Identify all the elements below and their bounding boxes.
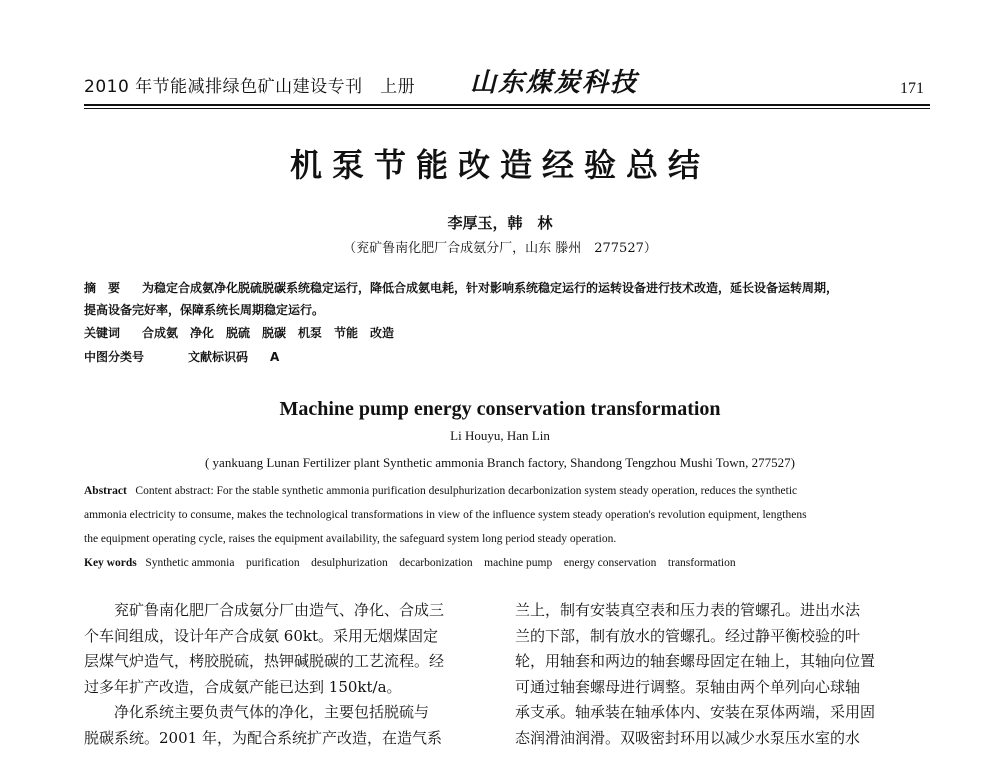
keywords-cn-text: 合成氨 净化 脱硫 脱碳 机泵 节能 改造 — [142, 326, 395, 340]
abstract-cn-line-2: 提高设备完好率，保障系统长周期稳定运行。 — [84, 303, 325, 317]
body-right-line: 轮，用轴套和两边的轴套螺母固定在轴上，其轴向位置 — [515, 652, 876, 670]
article-title-en: Machine pump energy conservation transformation — [279, 398, 721, 420]
doc-code-value: A — [270, 350, 280, 364]
keywords-cn-label: 关键词 — [84, 326, 121, 340]
page-number: 171 — [900, 80, 924, 97]
keywords-en — [84, 553, 934, 573]
authors-cn: 李厚玉，韩 林 — [447, 214, 553, 232]
keywords-en-text: Synthetic ammonia purification desulphurization decarbonization machine pump energy conservation transformation — [145, 557, 736, 569]
journal-logo: 山东煤炭科技 — [470, 68, 639, 98]
body-column-right — [515, 598, 915, 751]
abstract-cn-line-1 — [84, 277, 934, 299]
body-left-line: 兖矿鲁南化肥厂合成氨分厂由造气、净化、合成三 — [84, 601, 445, 619]
abstract-en-line-2: ammonia electricity to consume, makes the technological transformations in view of the influence system steady operation's revolution equipment, lengthens — [84, 509, 807, 521]
body-right-line: 可通过轴套螺母进行调整。泵轴由两个单列向心球轴 — [515, 677, 861, 696]
affiliation-en: ( yankuang Lunan Fertilizer plant Synthetic ammonia Branch factory, Shandong Tengzhou Mushi Town, 277527) — [204, 455, 796, 470]
affiliation-cn: （兖矿鲁南化肥厂合成氨分厂，山东 滕州 277527） — [343, 241, 657, 256]
classification-cn-label: 中图分类号 — [84, 350, 145, 364]
journal-issue-header: 2010 年节能减排绿色矿山建设专刊 上册 — [84, 77, 416, 97]
abstract-en-line-3: the equipment operating cycle, raises the equipment availability, the safeguard system long period steady operation. — [84, 533, 617, 545]
doc-code-label: 文献标识码 — [188, 350, 249, 364]
classification-cn — [84, 346, 934, 368]
body-left-line: 层煤气炉造气，栲胶脱硫，热钾碱脱碳的工艺流程。经 — [84, 652, 445, 670]
body-left-line: 过多年扩产改造，合成氨产能已达到 150kt/a。 — [84, 677, 402, 696]
article-title-cn: 机泵节能改造经验总结 — [289, 146, 710, 184]
body-right-line: 兰的下部，制有放水的管螺孔。经过静平衡校验的叶 — [515, 626, 861, 645]
keywords-en-label: Key words — [84, 557, 137, 569]
header-rule-thick — [84, 104, 930, 106]
body-right-line: 承支承。轴承装在轴承体内、安装在泵体两端，采用固 — [515, 703, 876, 721]
abstract-en-label: Abstract — [84, 485, 127, 497]
authors-en: Li Houyu, Han Lin — [450, 428, 550, 443]
abstract-cn-text-1: 为稳定合成氨净化脱硫脱碳系统稳定运行，降低合成氨电耗，针对影响系统稳定运行的运转设备进行技术改造，延长设备运转周期， — [142, 281, 839, 295]
body-left-line: 个车间组成，设计年产合成氨 60kt。采用无烟煤固定 — [84, 626, 438, 645]
keywords-cn — [84, 322, 934, 344]
header-rule-thin — [84, 108, 930, 109]
body-left-line: 脱碳系统。2001 年，为配合系统扩产改造，在造气系 — [84, 728, 442, 747]
body-right-line: 态润滑油润滑。双吸密封环用以减少水泵压水室的水 — [515, 728, 861, 747]
body-column-left — [84, 598, 484, 751]
body-right-line: 兰上，制有安装真空表和压力表的管螺孔。进出水法 — [515, 601, 861, 619]
body-left-line: 净化系统主要负责气体的净化，主要包括脱硫与 — [84, 703, 430, 721]
abstract-en-text-1: Content abstract: For the stable synthetic ammonia purification desulphurization decarbonization system steady operation, reduces the synthetic — [135, 485, 798, 497]
abstract-cn-label: 摘 要 — [84, 281, 121, 295]
abstract-en-line-1 — [84, 481, 934, 501]
